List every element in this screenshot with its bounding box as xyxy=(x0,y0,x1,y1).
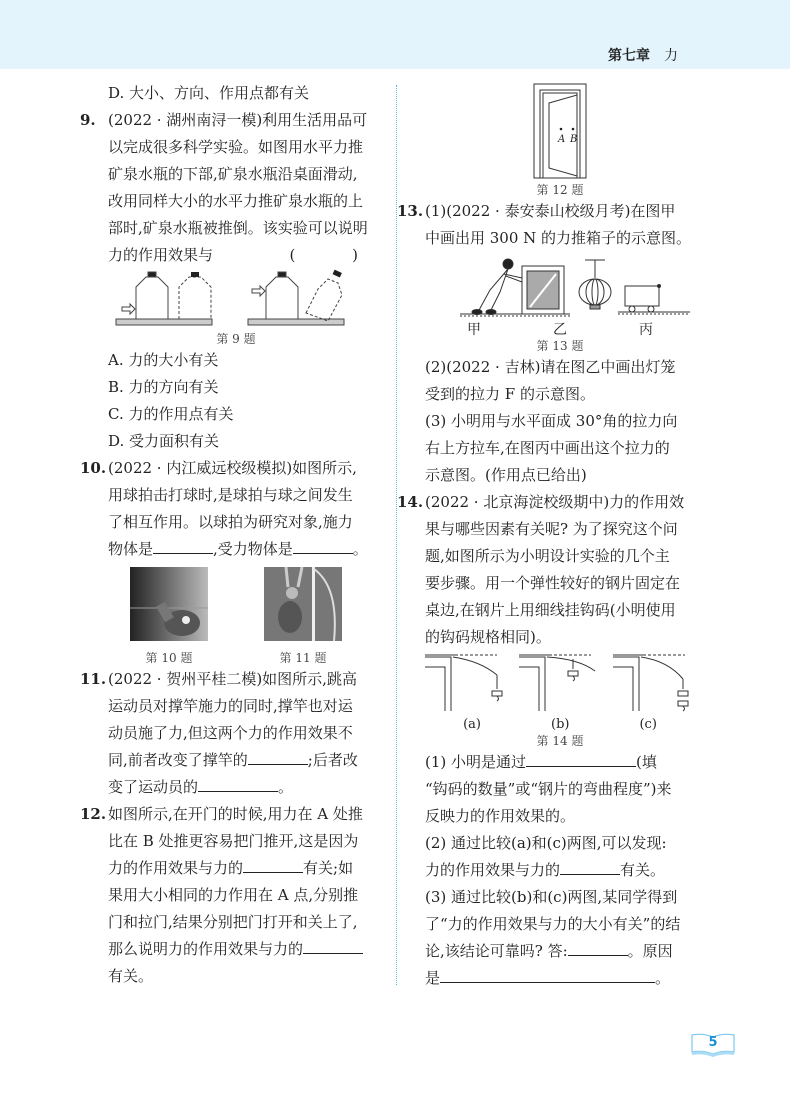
text-line: (2022 · 内江威远校级模拟)如图所示, xyxy=(108,459,357,477)
text-line: 了“力的作用效果与力的大小有关”的结 xyxy=(425,915,681,933)
answer-blank[interactable] xyxy=(303,937,363,954)
text-line xyxy=(425,749,715,776)
text-line: (2022 · 贺州平桂二模)如图所示,跳高 xyxy=(108,670,357,688)
answer-blank[interactable] xyxy=(153,537,213,554)
text-line xyxy=(425,857,715,884)
text-line: (2022 · 湖州南浔一模)利用生活用品可 xyxy=(108,111,368,129)
answer-blank[interactable] xyxy=(568,939,628,956)
text-span: (1) 小明是通过 xyxy=(425,753,527,771)
chapter-title: 力 xyxy=(664,48,678,64)
text-span: 同,前者改变了撑竿的 xyxy=(108,751,248,769)
text-span: 论,该结论可靠吗? 答: xyxy=(425,942,568,960)
bottle-diagram xyxy=(106,269,366,331)
text-span: 力的作用效果与 xyxy=(108,246,214,264)
answer-blank[interactable] xyxy=(526,750,636,767)
text-line: 部时,矿泉水瓶被推倒。该实验可以说明 xyxy=(108,219,368,237)
steel-blade-diagram xyxy=(415,651,705,717)
text-line: 门和拉门,结果分别把门打开和关上了, xyxy=(108,913,358,931)
question-14-subparts xyxy=(405,749,715,992)
text-line: 了相互作用。以球拍为研究对象,施力 xyxy=(108,513,353,531)
label-c: (c) xyxy=(639,717,657,732)
option-a[interactable]: A. 力的大小有关 xyxy=(108,351,219,369)
question-12 xyxy=(80,801,384,990)
chapter-heading xyxy=(608,45,678,65)
question-number: 14. xyxy=(397,493,424,511)
text-line: 动员施了力,但这两个力的作用效果不 xyxy=(108,724,353,742)
text-line xyxy=(425,938,715,965)
text-line: (3) 小明用与水平面成 30°角的拉力向 xyxy=(425,412,678,430)
text-line: (2) 通过比较(a)和(c)两图,可以发现: xyxy=(425,834,667,852)
question-number: 9. xyxy=(80,111,96,129)
figure-caption: 第 9 题 xyxy=(216,332,256,346)
figure-14 xyxy=(405,651,715,749)
text-line xyxy=(108,774,384,801)
text-line xyxy=(425,965,715,992)
text-line: 有关。 xyxy=(108,967,154,985)
text-line: (1)(2022 · 泰安泰山校级月考)在图甲 xyxy=(425,202,676,220)
text-line: 示意图。(作用点已给出) xyxy=(425,466,587,484)
text-line: 如图所示,在开门的时候,用力在 A 处推 xyxy=(108,805,363,823)
text-span: 。 xyxy=(278,778,294,796)
text-span: 那么说明力的作用效果与力的 xyxy=(108,940,304,958)
push-lantern-cart-diagram xyxy=(420,252,700,322)
text-span: 物体是 xyxy=(108,540,154,558)
figure-10 xyxy=(130,567,208,666)
question-11 xyxy=(80,666,384,801)
photo-row xyxy=(88,567,384,666)
text-line: (2)(2022 · 吉林)请在图乙中画出灯笼 xyxy=(425,358,676,376)
answer-blank[interactable] xyxy=(248,748,308,765)
text-span: (填 xyxy=(636,753,657,771)
figure-caption: 第 12 题 xyxy=(536,183,584,197)
text-line: 反映力的作用效果的。 xyxy=(425,807,576,825)
text-line: 比在 B 处推更容易把门推开,这是因为 xyxy=(108,832,359,850)
text-span: ;后者改 xyxy=(307,751,358,769)
text-line: (2022 · 北京海淀校级期中)力的作用效 xyxy=(425,493,685,511)
answer-blank[interactable] xyxy=(440,966,655,983)
text-line: 中画出用 300 N 的力推箱子的示意图。 xyxy=(425,229,692,247)
text-span: 力的作用效果与力的 xyxy=(108,859,244,877)
text-line xyxy=(108,536,384,563)
page-number-badge xyxy=(691,1033,735,1057)
question-13 xyxy=(397,198,715,252)
figure-caption: 第 10 题 xyxy=(145,651,193,665)
text-span: 力的作用效果与力的 xyxy=(425,861,561,879)
text-span: 有关。 xyxy=(620,861,666,879)
page-number: 5 xyxy=(708,1035,718,1050)
text-line: 桌边,在钢片上用细线挂钩码(小明使用 xyxy=(425,601,676,619)
text-span: 有关;如 xyxy=(303,859,354,877)
text-line xyxy=(108,747,384,774)
text-line: 要步骤。用一个弹性较好的钢片固定在 xyxy=(425,574,681,592)
question-14 xyxy=(397,489,715,651)
figure-caption: 第 14 题 xyxy=(536,734,584,748)
text-line xyxy=(108,855,384,882)
text-line: 用球拍击打球时,是球拍与球之间发生 xyxy=(108,486,353,504)
label-a: (a) xyxy=(463,717,481,732)
figure-12 xyxy=(405,80,715,198)
pole-vault-photo xyxy=(264,567,342,641)
option-d[interactable]: D. 受力面积有关 xyxy=(108,432,220,450)
question-number: 13. xyxy=(397,202,424,220)
text-span: 是 xyxy=(425,969,441,987)
table-tennis-photo xyxy=(130,567,208,641)
figure-11 xyxy=(264,567,342,666)
figure-9 xyxy=(88,269,384,347)
text-line: 运动员对撑竿施力的同时,撑竿也对运 xyxy=(108,697,353,715)
text-line: 的钩码规格相同)。 xyxy=(425,628,551,646)
text-line: 右上方拉车,在图丙中画出这个拉力的 xyxy=(425,439,670,457)
label-yi: 乙 xyxy=(553,322,567,338)
chapter-number: 第七章 xyxy=(608,48,650,64)
question-9 xyxy=(80,107,384,269)
door-diagram xyxy=(530,80,590,182)
text-line: “钩码的数量”或“钢片的弯曲程度”)来 xyxy=(425,780,672,798)
text-span: ,受力物体是 xyxy=(213,540,293,558)
figure-13-labels xyxy=(405,322,715,338)
text-line xyxy=(108,936,384,963)
q8-option-d: D. 大小、方向、作用点都有关 xyxy=(108,84,310,102)
question-number: 11. xyxy=(80,670,107,688)
text-line: 题,如图所示为小明设计实验的几个主 xyxy=(425,547,670,565)
label-b: (b) xyxy=(551,717,570,732)
text-line: 矿泉水瓶的下部,矿泉水瓶沿桌面滑动, xyxy=(108,165,358,183)
right-column xyxy=(397,80,715,992)
text-line: 受到的拉力 F 的示意图。 xyxy=(425,385,595,403)
text-span: 。 xyxy=(352,540,368,558)
text-span: 。 xyxy=(655,969,671,987)
question-10 xyxy=(80,455,384,563)
text-span: 。原因 xyxy=(627,942,673,960)
text-line: (3) 通过比较(b)和(c)两图,某同学得到 xyxy=(425,888,678,906)
question-number: 12. xyxy=(80,805,107,823)
figure-13 xyxy=(405,252,715,354)
left-column xyxy=(80,80,384,990)
text-line: 果与哪些因素有关呢? 为了探究这个问 xyxy=(425,520,678,538)
answer-blank[interactable] xyxy=(560,858,620,875)
figure-14-labels xyxy=(405,717,715,733)
text-line: 果用大小相同的力作用在 A 点,分别推 xyxy=(108,886,359,904)
text-line: 以完成很多科学实验。如图用水平力推 xyxy=(108,138,364,156)
answer-blank[interactable] xyxy=(243,856,303,873)
figure-caption: 第 13 题 xyxy=(536,339,584,353)
question-13-part-2 xyxy=(405,354,715,489)
text-span: 变了运动员的 xyxy=(108,778,199,796)
answer-blank[interactable] xyxy=(293,537,353,554)
text-line xyxy=(108,242,384,269)
option-b[interactable]: B. 力的方向有关 xyxy=(108,378,219,396)
answer-paren[interactable]: ( ) xyxy=(289,246,384,264)
label-bing: 丙 xyxy=(639,322,653,338)
question-number: 10. xyxy=(80,459,107,477)
label-jia: 甲 xyxy=(467,322,481,338)
answer-blank[interactable] xyxy=(198,775,278,792)
text-line: 改用同样大小的水平力推矿泉水瓶的上 xyxy=(108,192,364,210)
figure-caption: 第 11 题 xyxy=(279,651,327,665)
point-a-label: A xyxy=(558,134,566,145)
option-c[interactable]: C. 力的作用点有关 xyxy=(108,405,234,423)
point-b-label: B xyxy=(570,134,578,145)
